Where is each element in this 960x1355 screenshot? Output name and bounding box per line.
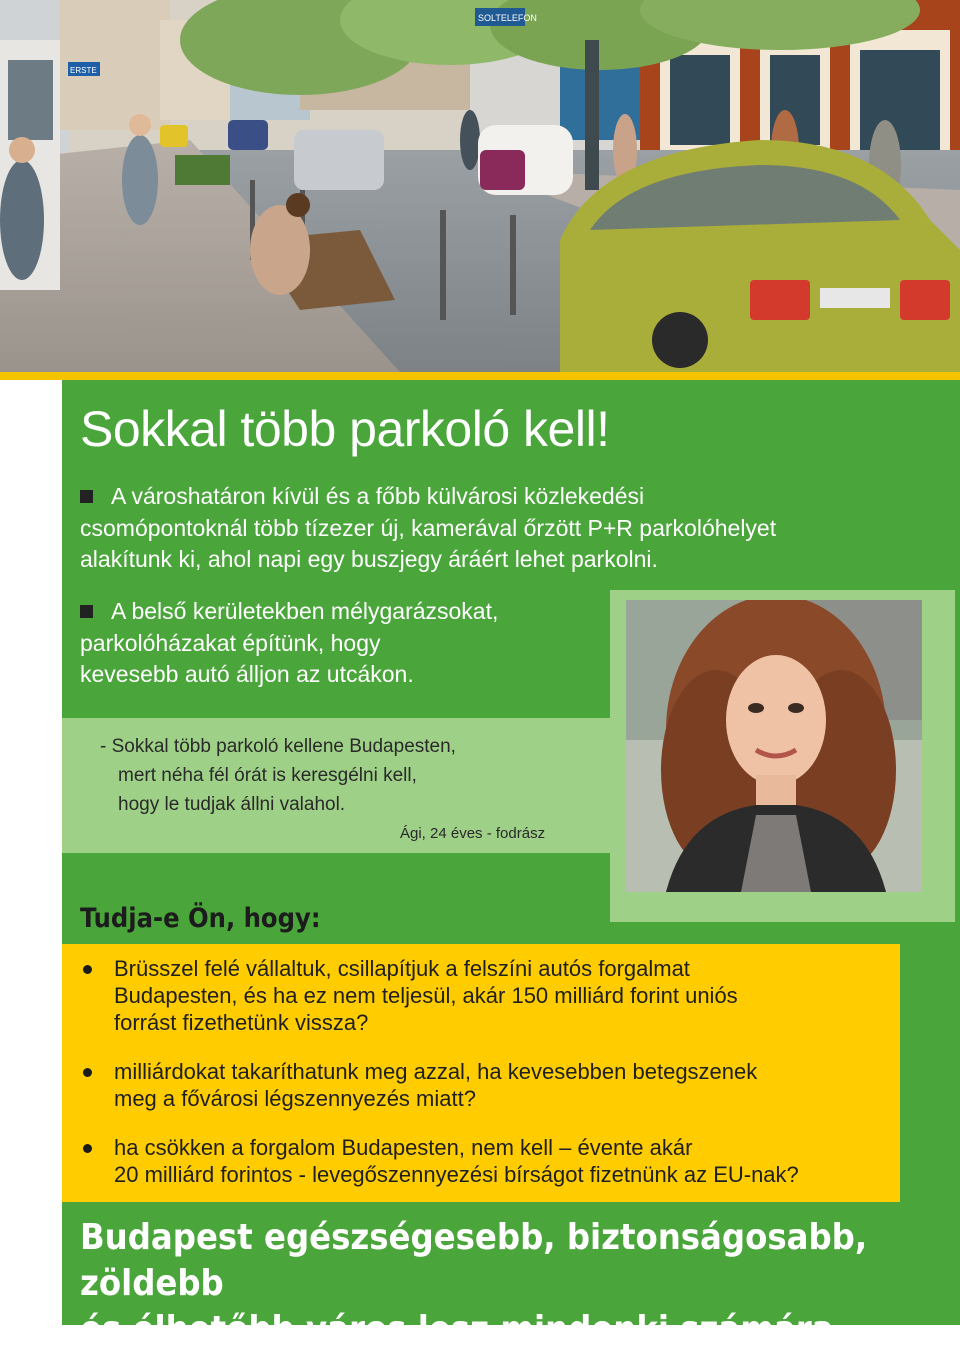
quote-author: Ági, 24 éves - fodrász — [400, 825, 546, 842]
list-item-line: 20 milliárd forintos - levegőszennyezési bírságot fizetnünk az EU-nak? — [114, 1162, 799, 1187]
bullet-dot-icon — [83, 1144, 92, 1153]
bullet-text — [80, 596, 600, 691]
bullet-garages — [80, 596, 600, 691]
yellow-divider — [0, 372, 960, 380]
list-item-line: meg a fővárosi légszennyezés miatt? — [114, 1086, 476, 1111]
list-item-line: ha csökken a forgalom Budapesten, nem kell – évente akár — [114, 1135, 693, 1160]
list-item — [80, 1058, 880, 1112]
bullet-line: csomópontoknál több tízezer új, kamerával őrzött P+R parkolóhelyet — [80, 514, 777, 541]
bullet-line: kevesebb autó álljon az utcákon. — [80, 661, 414, 687]
street-scene — [0, 0, 960, 372]
list-item-line: milliárdokat takaríthatunk meg azzal, ha kevesebben betegszenek — [114, 1059, 758, 1084]
bullet-dot-icon — [83, 965, 92, 974]
list-item-line: Budapesten, és ha ez nem teljesül, akár 150 milliárd forint uniós — [114, 983, 738, 1008]
square-bullet-icon — [80, 490, 93, 503]
square-bullet-icon — [80, 605, 93, 618]
bottom-margin — [0, 1325, 960, 1355]
did-you-know-title: Tudja-e Ön, hogy: — [80, 903, 321, 934]
portrait-illustration — [626, 600, 922, 892]
bullet-line: alakítunk ki, ahol napi egy buszjegy áráért lehet parkolni. — [80, 546, 658, 572]
bullet-line: A belső kerületekben mélygarázsokat, — [111, 598, 499, 624]
headline: Sokkal több parkoló kell! — [80, 401, 610, 457]
sign-erste: ERSTE — [70, 66, 97, 75]
portrait-photo — [626, 600, 922, 892]
bullet-line: A városhatáron kívül és a főbb külvárosi közlekedési — [111, 483, 645, 509]
street-illustration — [0, 0, 960, 372]
bullet-dot-icon — [83, 1068, 92, 1077]
quote-line: hogy le tudjak állni valahol. — [118, 794, 346, 815]
quote-line: mert néha fél órát is keresgélni kell, — [118, 765, 417, 786]
bullet-line: parkolóházakat építünk, hogy — [80, 629, 381, 656]
list-item-line: forrást fizethetünk vissza? — [114, 1010, 369, 1035]
quote-line: - Sokkal több parkoló kellene Budapesten, — [100, 736, 456, 757]
bullet-text — [80, 481, 950, 576]
did-you-know-list — [80, 955, 880, 1188]
list-item-line: Brüsszel felé vállaltuk, csillapítjuk a felszíni autós forgalmat — [114, 956, 690, 981]
list-item — [80, 1134, 880, 1188]
quote-text — [100, 732, 600, 819]
list-item — [80, 955, 880, 1036]
bullet-pr-parking — [80, 481, 950, 576]
closing-line: Budapest egészségesebb, biztonságosabb, zöldebb — [80, 1217, 868, 1304]
sign-soltelefon: SOLTELEFON — [478, 13, 537, 23]
